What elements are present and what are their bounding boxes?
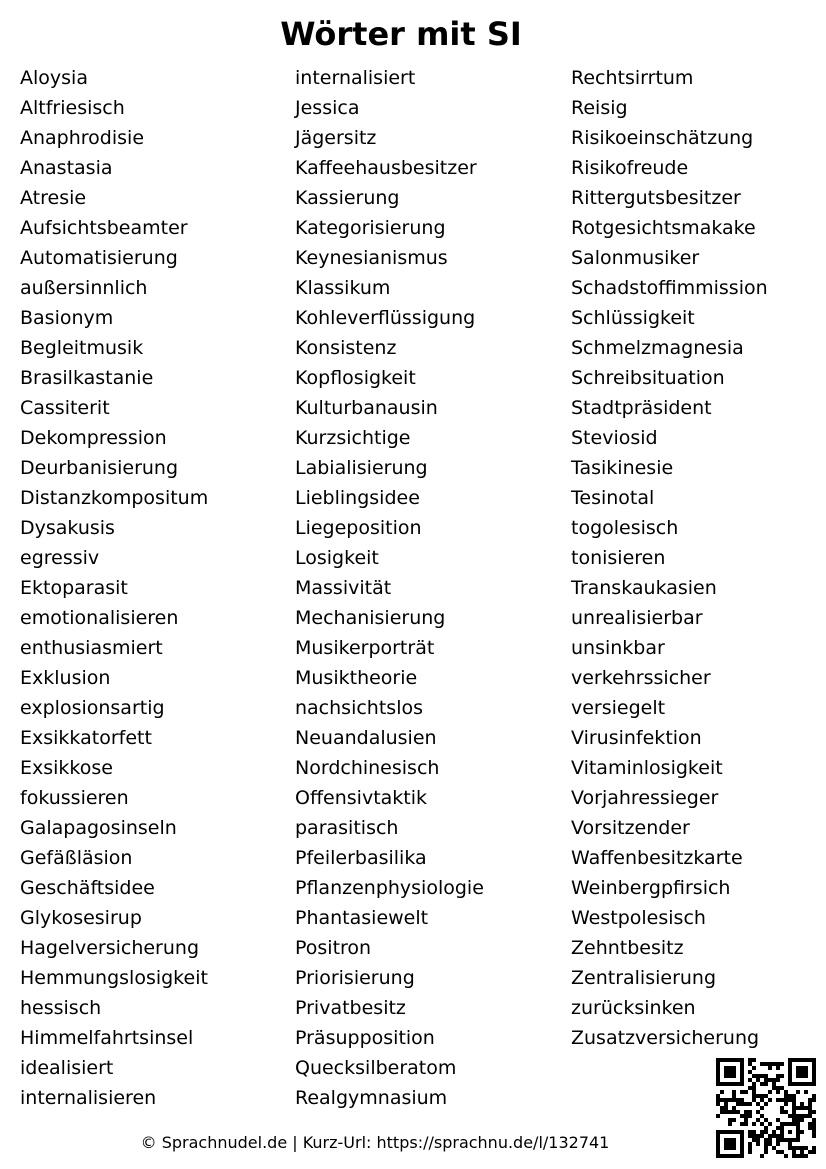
word-item: Anastasia (20, 157, 113, 179)
word-item: Tesinotal (571, 487, 655, 509)
word-item: Mechanisierung (295, 607, 446, 629)
word-item: Deurbanisierung (20, 457, 179, 479)
word-item: Automatisierung (20, 247, 178, 269)
word-item: Hagelversicherung (20, 937, 200, 959)
word-item: Pflanzenphysiologie (295, 877, 484, 899)
word-item: Kulturbanausin (295, 397, 438, 419)
word-item: nachsichtslos (295, 697, 423, 719)
word-item: Kohleverflüssigung (295, 307, 476, 329)
word-item: Exsikkatorfett (20, 727, 152, 749)
word-item: Salonmusiker (571, 247, 700, 269)
word-item: Privatbesitz (295, 997, 406, 1019)
word-column-1 (20, 63, 208, 1113)
word-item: Labialisierung (295, 457, 428, 479)
word-item: Keynesianismus (295, 247, 448, 269)
word-item: Cassiterit (20, 397, 110, 419)
word-item: fokussieren (20, 787, 129, 809)
word-column-3 (571, 63, 768, 1053)
word-item: Dysakusis (20, 517, 115, 539)
page-title: Wörter mit SI (280, 15, 522, 53)
word-item: Ektoparasit (20, 577, 128, 599)
word-item: Kurzsichtige (295, 427, 411, 449)
word-item: unsinkbar (571, 637, 665, 659)
word-item: Dekompression (20, 427, 167, 449)
word-item: Hemmungslosigkeit (20, 967, 208, 989)
word-item: togolesisch (571, 517, 679, 539)
word-item: Brasilkastanie (20, 367, 154, 389)
word-item: Pfeilerbasilika (295, 847, 427, 869)
word-item: Gefäßläsion (20, 847, 133, 869)
word-item: Vorjahressieger (571, 787, 719, 809)
word-item: Nordchinesisch (295, 757, 440, 779)
word-item: Positron (295, 937, 372, 959)
word-item: Musikerporträt (295, 637, 435, 659)
word-item: Liegeposition (295, 517, 422, 539)
word-item: Lieblingsidee (295, 487, 420, 509)
word-item: explosionsartig (20, 697, 165, 719)
word-item: Exklusion (20, 667, 111, 689)
word-item: Reisig (571, 97, 628, 119)
word-item: Weinbergpfirsich (571, 877, 731, 899)
word-item: Glykosesirup (20, 907, 142, 929)
word-item: Waffenbesitzkarte (571, 847, 743, 869)
word-item: enthusiasmiert (20, 637, 163, 659)
word-item: Anaphrodisie (20, 127, 145, 149)
footer-credit: © Sprachnudel.de | Kurz-Url: https://sprachnu.de/l/132741 (140, 1133, 610, 1152)
word-item: Realgymnasium (295, 1087, 448, 1109)
word-item: Jessica (295, 97, 360, 119)
word-item: emotionalisieren (20, 607, 179, 629)
word-item: versiegelt (571, 697, 666, 719)
word-item: egressiv (20, 547, 100, 569)
word-item: Galapagosinseln (20, 817, 177, 839)
word-item: internalisiert (295, 67, 416, 89)
word-item: Tasikinesie (571, 457, 674, 479)
word-item: idealisiert (20, 1057, 114, 1079)
word-item: Vorsitzender (571, 817, 690, 839)
word-item: Aloysia (20, 67, 88, 89)
word-item: Rittergutsbesitzer (571, 187, 741, 209)
word-item: Phantasiewelt (295, 907, 429, 929)
word-item: parasitisch (295, 817, 399, 839)
word-item: Schadstoffimmission (571, 277, 768, 299)
word-item: Rotgesichtsmakake (571, 217, 756, 239)
word-item: Exsikkose (20, 757, 113, 779)
word-column-2 (295, 63, 484, 1113)
word-item: außersinnlich (20, 277, 148, 299)
word-item: Kassierung (295, 187, 400, 209)
word-item: Stadtpräsident (571, 397, 712, 419)
word-item: Zehntbesitz (571, 937, 684, 959)
word-item: Klassikum (295, 277, 391, 299)
word-item: Neuandalusien (295, 727, 437, 749)
word-item: tonisieren (571, 547, 666, 569)
word-item: Kategorisierung (295, 217, 446, 239)
word-item: Geschäftsidee (20, 877, 155, 899)
word-item: Losigkeit (295, 547, 379, 569)
word-item: Zentralisierung (571, 967, 717, 989)
word-item: Rechtsirrtum (571, 67, 694, 89)
word-item: Transkaukasien (571, 577, 717, 599)
word-item: Himmelfahrtsinsel (20, 1027, 194, 1049)
word-item: Musiktheorie (295, 667, 418, 689)
word-item: Schmelzmagnesia (571, 337, 744, 359)
word-item: Offensivtaktik (295, 787, 428, 809)
word-item: verkehrssicher (571, 667, 711, 689)
qr-code-icon (716, 1058, 816, 1158)
word-item: hessisch (20, 997, 102, 1019)
word-item: zurücksinken (571, 997, 696, 1019)
word-item: Jägersitz (295, 127, 377, 149)
word-item: Westpolesisch (571, 907, 706, 929)
word-item: Basionym (20, 307, 114, 329)
word-item: unrealisierbar (571, 607, 703, 629)
word-item: Risikofreude (571, 157, 689, 179)
word-item: Risikoeinschätzung (571, 127, 754, 149)
word-item: Aufsichtsbeamter (20, 217, 188, 239)
word-item: Vitaminlosigkeit (571, 757, 723, 779)
word-item: Altfriesisch (20, 97, 125, 119)
word-item: Atresie (20, 187, 87, 209)
word-item: Präsupposition (295, 1027, 435, 1049)
word-item: Zusatzversicherung (571, 1027, 760, 1049)
word-item: Massivität (295, 577, 392, 599)
word-item: Kopflosigkeit (295, 367, 416, 389)
word-item: Quecksilberatom (295, 1057, 457, 1079)
word-item: internalisieren (20, 1087, 157, 1109)
word-item: Schlüssigkeit (571, 307, 695, 329)
word-item: Priorisierung (295, 967, 415, 989)
word-item: Begleitmusik (20, 337, 144, 359)
word-item: Steviosid (571, 427, 658, 449)
word-item: Distanzkompositum (20, 487, 209, 509)
word-item: Kaffeehausbesitzer (295, 157, 477, 179)
word-item: Schreibsituation (571, 367, 725, 389)
word-item: Konsistenz (295, 337, 397, 359)
word-item: Virusinfektion (571, 727, 702, 749)
